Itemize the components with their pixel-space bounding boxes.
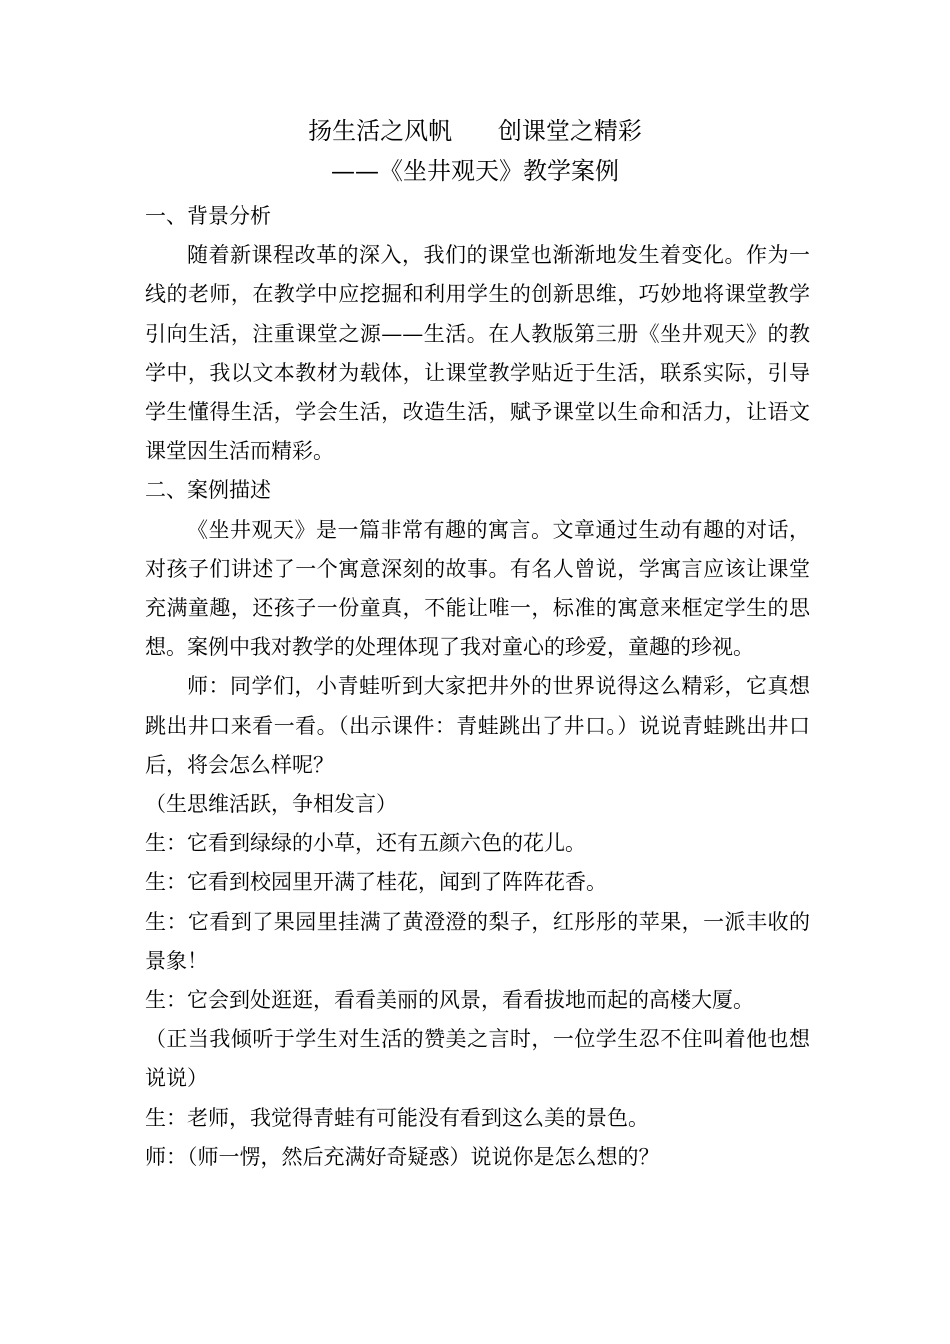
dialogue-line: 生：它看到校园里开满了桂花，闻到了阵阵花香。 bbox=[145, 870, 607, 895]
document-title: 扬生活之风帆 创课堂之精彩 bbox=[308, 117, 642, 145]
dialogue-line: （正当我倾听于学生对生活的赞美之言时，一位学生忍不住叫着他也想说说） bbox=[145, 1027, 810, 1091]
paragraph-background: 随着新课程改革的深入，我们的课堂也渐渐地发生着变化。作为一线的老师，在教学中应挖掘和利用学生的创新思维，巧妙地将课堂教学引向生活，注重课堂之源——生活。在人教版第三册《坐井观天》的教学中，我以文本教材为载体，让课堂教学贴近于生活，联系实际，引导学生懂得生活，学会生活，改造生活，赋予课堂以生命和活力，让语文课堂因生活而精彩。 bbox=[145, 243, 810, 464]
section-heading-case: 二、案例描述 bbox=[145, 478, 271, 503]
dialogue-line: 生：它会到处逛逛，看看美丽的风景，看看拔地而起的高楼大厦。 bbox=[145, 988, 754, 1013]
document-subtitle: ——《坐井观天》教学案例 bbox=[331, 157, 619, 185]
document-body bbox=[145, 197, 810, 1177]
paragraph-teacher-prompt: 师：同学们，小青蛙听到大家把井外的世界说得这么精彩，它真想跳出井口来看一看。（出示课件：青蛙跳出了井口。）说说青蛙跳出井口后，将会怎么样呢？ bbox=[145, 674, 810, 777]
section-heading-background: 一、背景分析 bbox=[145, 204, 271, 228]
dialogue-line: 生：它看到绿绿的小草，还有五颜六色的花儿。 bbox=[145, 831, 586, 856]
dialogue-line: 师：（师一愣，然后充满好奇疑惑）说说你是怎么想的？ bbox=[145, 1144, 660, 1169]
dialogue-line: 生：它看到了果园里挂满了黄澄澄的梨子，红彤彤的苹果，一派丰收的景象！ bbox=[145, 909, 810, 973]
dialogue-line: 生：老师，我觉得青蛙有可能没有看到这么美的景色。 bbox=[145, 1105, 649, 1130]
dialogue-line: （生思维活跃，争相发言） bbox=[145, 792, 397, 817]
paragraph-case-intro: 《坐井观天》是一篇非常有趣的寓言。文章通过生动有趣的对话，对孩子们讲述了一个寓意深刻的故事。有名人曾说，学寓言应该让课堂充满童趣，还孩子一份童真，不能让唯一，标准的寓意来框定学生的思想。案例中我对教学的处理体现了我对童心的珍爱，童趣的珍视。 bbox=[145, 517, 810, 660]
